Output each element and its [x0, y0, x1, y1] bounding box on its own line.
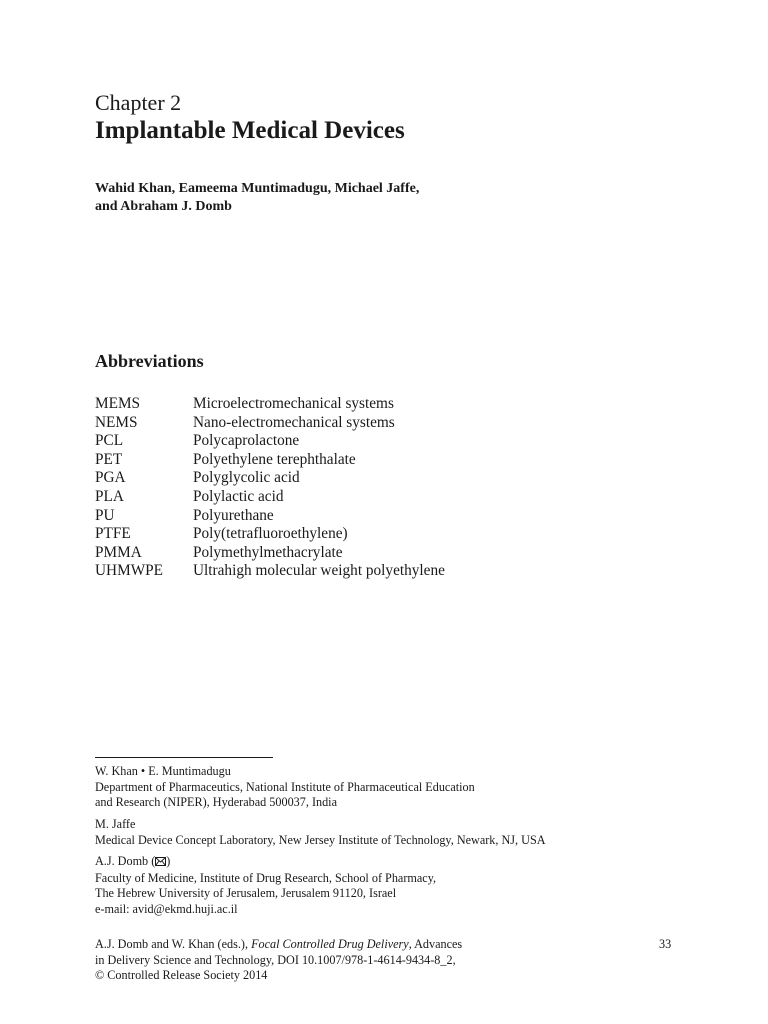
abbreviation-code: PLA	[95, 487, 124, 505]
page-number: 33	[659, 937, 672, 951]
abbreviation-code: UHMWPE	[95, 562, 163, 580]
affiliation-line: Medical Device Concept Laboratory, New Jersey Institute of Technology, Newark, NJ, USA	[95, 832, 546, 847]
abbreviation-definition: Microelectromechanical systems	[193, 395, 394, 412]
affiliation-names: W. Khan • E. Muntimadugu	[95, 764, 231, 778]
author-list	[95, 180, 419, 216]
abbreviation-code: PTFE	[95, 525, 131, 543]
author-line: and Abraham J. Domb	[95, 199, 232, 214]
abbreviation-code: PGA	[95, 469, 126, 487]
affiliation-block	[95, 817, 546, 848]
citation-text: , Advances	[408, 937, 463, 951]
abbreviation-code: PU	[95, 506, 115, 524]
abbreviation-definition: Polyglycolic acid	[193, 469, 300, 487]
affiliation-block	[95, 764, 475, 811]
abbreviation-definition: Polycaprolactone	[193, 432, 300, 450]
envelope-icon	[155, 855, 166, 871]
book-title: Focal Controlled Drug Delivery	[251, 937, 409, 951]
abbreviation-code: PET	[95, 450, 123, 468]
abbreviation-code: NEMS	[95, 413, 138, 431]
abbreviation-definition: Poly(tetrafluoroethylene)	[193, 525, 348, 543]
chapter-label: Chapter 2	[95, 90, 182, 115]
abbreviation-definition: Polymethylmethacrylate	[193, 543, 343, 561]
citation-text: A.J. Domb and W. Khan (eds.),	[95, 937, 252, 951]
affiliation-line: Faculty of Medicine, Institute of Drug Research, School of Pharmacy,	[95, 870, 437, 885]
abbreviation-definition: Polylactic acid	[193, 487, 284, 505]
affiliation-names: M. Jaffe	[95, 817, 136, 831]
abbreviation-code: PCL	[95, 432, 124, 450]
citation-line	[95, 937, 462, 953]
abbreviation-code: PMMA	[95, 543, 142, 561]
footnote-divider	[95, 757, 273, 758]
citation-block	[95, 937, 462, 984]
abbreviation-definition: Polyurethane	[193, 506, 274, 524]
citation-line: © Controlled Release Society 2014	[95, 968, 268, 982]
abbreviations-heading: Abbreviations	[95, 351, 204, 371]
affiliation-email: e-mail: avid@ekmd.huji.ac.il	[95, 901, 238, 916]
author-line: Wahid Khan, Eameema Muntimadugu, Michael Jaffe,	[95, 181, 420, 196]
affiliation-line: and Research (NIPER), Hyderabad 500037, India	[95, 795, 337, 809]
affiliation-names-row: A.J. Domb ( )	[95, 854, 436, 871]
affiliation-names: A.J. Domb	[95, 854, 149, 868]
abbreviation-code: MEMS	[95, 395, 141, 412]
affiliation-line: The Hebrew University of Jerusalem, Jerusalem 91120, Israel	[95, 886, 397, 900]
affiliation-block	[95, 854, 436, 917]
abbreviation-definition: Polyethylene terephthalate	[193, 450, 356, 468]
affiliation-line: Department of Pharmaceutics, National Institute of Pharmaceutical Education	[95, 779, 475, 794]
chapter-title: Implantable Medical Devices	[95, 117, 405, 144]
abbreviation-definition: Ultrahigh molecular weight polyethylene	[193, 562, 445, 580]
abbreviation-definition: Nano-electromechanical systems	[193, 413, 395, 431]
citation-line: in Delivery Science and Technology, DOI 10.1007/978-1-4614-9434-8_2,	[95, 952, 456, 967]
